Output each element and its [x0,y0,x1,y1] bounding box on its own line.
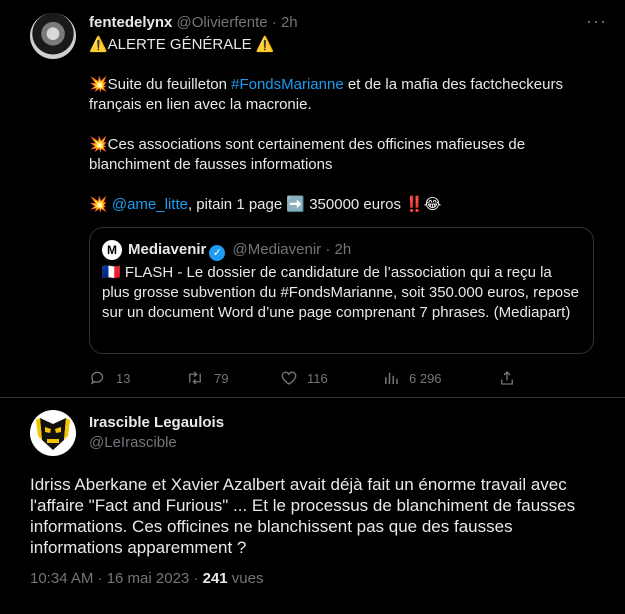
retweet-count: 79 [214,371,229,386]
author-avatar[interactable] [30,13,76,59]
tweet-line-mention [89,195,609,215]
separator-dot: · [271,14,277,31]
views-button[interactable] [382,369,442,387]
reply-button[interactable] [89,369,130,387]
more-options-icon[interactable]: ··· [586,11,607,31]
hashtag-link[interactable]: #FondsMarianne [231,76,344,93]
author-handle[interactable]: @Olivierfente [176,14,268,31]
retweet-icon [185,369,205,387]
tweet-line-alert: ⚠️ALERTE GÉNÉRALE ⚠️ [89,36,275,53]
like-button[interactable] [280,369,328,387]
tweet-time[interactable]: 2h [280,14,298,31]
text-fragment: 💥Suite du feuilleton [89,76,232,93]
reply-views-count: 241 [202,570,228,587]
reply-timestamp[interactable]: 10:34 AM · 16 mai 2023 · [30,570,203,587]
views-count: 6 296 [409,371,442,386]
quoted-text: 🇫🇷 FLASH - Le dossier de candidature de l’association qui a reçu la plus grosse subvention du #FondsMarianne, soit 350.000 euros, repose sur un document Word d’une page comprenant 7 phrases. (Mediapart) [102,264,579,321]
share-icon [498,369,516,387]
reply-tweet[interactable] [0,398,625,614]
mask-icon [30,410,76,456]
quoted-header [128,240,351,261]
quoted-author-name: Mediavenir [128,241,207,258]
tweet-line-associations: 💥Ces associations sont certainement des officines mafieuses de blanchiment de fausses informations [89,136,526,173]
action-bar [89,369,529,389]
text-fragment: , pitain 1 page ➡️ 350000 euros ‼️😂 [187,196,442,213]
share-button[interactable] [498,369,525,387]
verified-badge-icon: ✓ [209,245,225,261]
text-fragment: 💥 [89,196,112,213]
author-name[interactable]: fentedelynx [89,14,173,31]
heart-icon [280,369,298,387]
quoted-time: 2h [334,241,352,258]
separator-dot: · [325,241,331,258]
analytics-icon [382,369,400,387]
quoted-tweet[interactable] [89,227,594,354]
quoted-avatar: M [102,240,122,260]
tweet-header [89,13,298,33]
reply-views-label: vues [227,570,264,587]
reply-meta [30,570,264,587]
retweet-button[interactable] [185,369,228,387]
tweet-line-suite [89,75,609,115]
reply-count: 13 [116,371,131,386]
reply-author-handle[interactable]: @LeIrascible [89,434,177,451]
like-count: 116 [307,371,328,386]
reply-text: Idriss Aberkane et Xavier Azalbert avait déjà fait un énorme travail avec l'affaire "Fact and Furious" ... Et le processus de blanchiment de fausses informations. Ces officines ne blanchissent pas que des fausses informations apparemment ? [30,475,576,557]
text-fragment: et de la mafia des factcheckeurs français en lien avec la macronie. [89,76,563,113]
reply-icon [89,369,107,387]
reply-author-avatar[interactable] [30,410,76,456]
reply-author-name[interactable]: Irascible Legaulois [89,414,225,431]
tweet-text [89,35,609,215]
mention-link[interactable]: @ame_litte [111,196,188,213]
quoted-author-handle: @Mediavenir [232,241,322,258]
